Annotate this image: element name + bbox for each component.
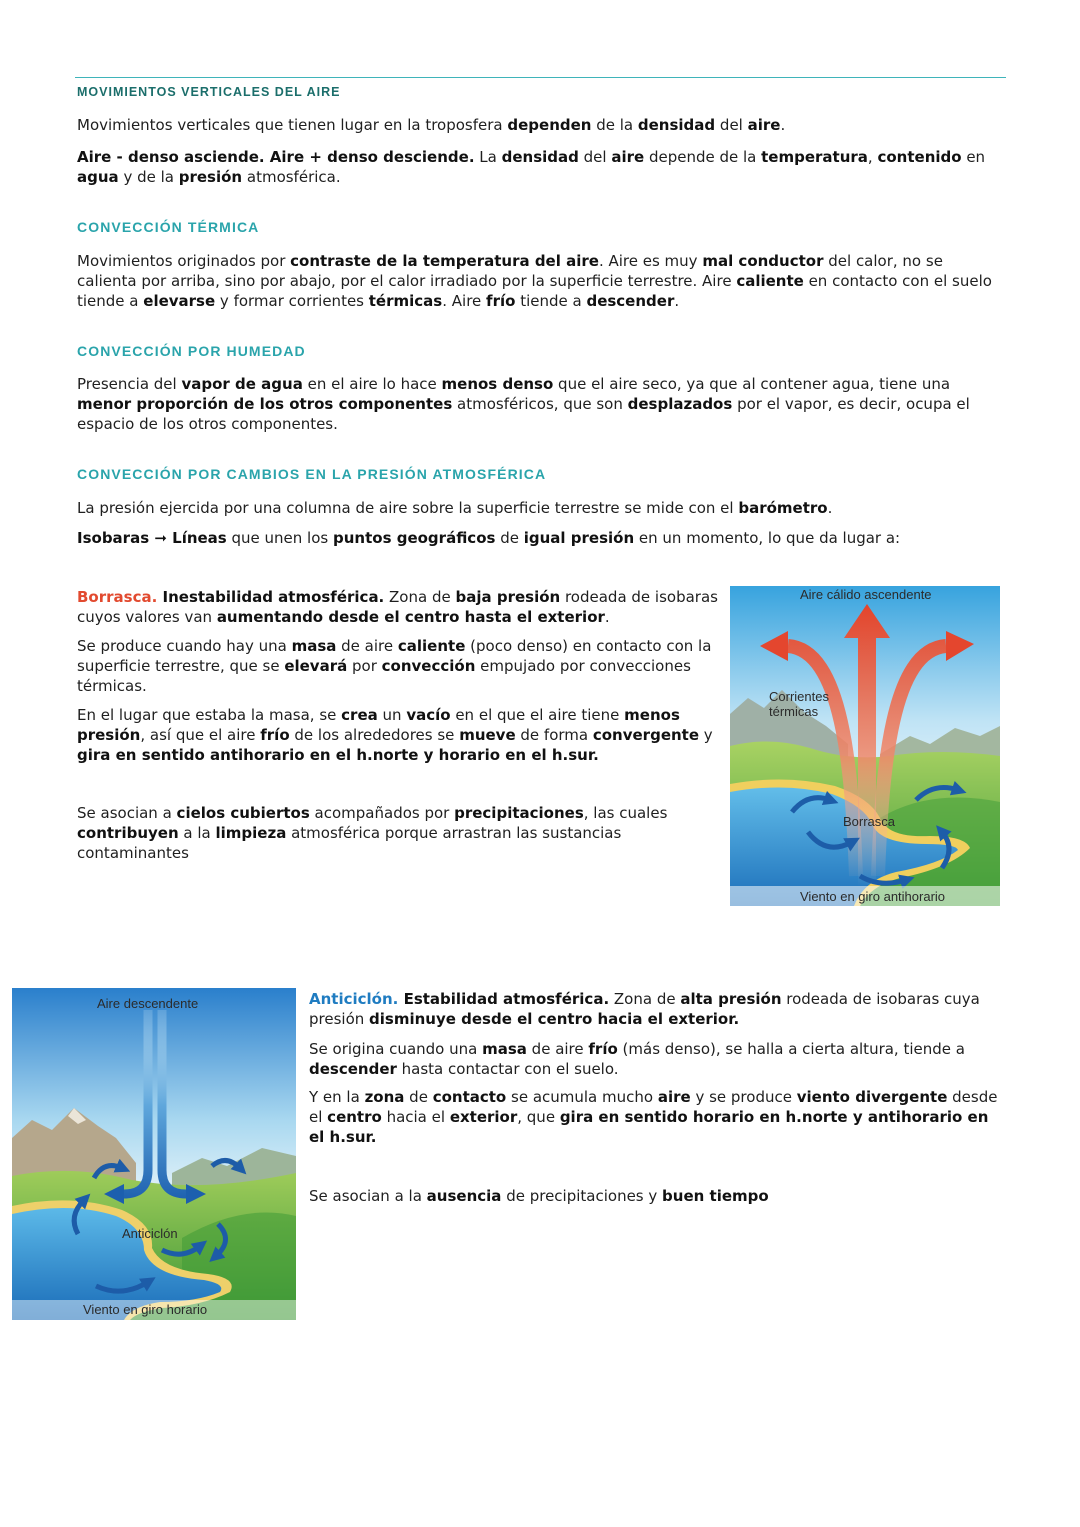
bold-text-run: centro — [327, 1108, 382, 1126]
bold-text-run: contraste de la temperatura del aire — [290, 252, 599, 270]
text-run: en un momento, lo que da lugar a: — [634, 529, 901, 547]
text-run: del — [578, 148, 612, 166]
bold-text-run: precipitaciones — [454, 804, 584, 822]
text-run: . — [674, 292, 680, 310]
label-borrasca: Borrasca — [843, 814, 896, 829]
anticiclon-illustration — [12, 988, 296, 1320]
text-run: Zona de — [609, 990, 681, 1008]
bold-text-run: barómetro — [738, 499, 828, 517]
text-run: Se asocian a — [77, 804, 177, 822]
text-run: Se asocian a la — [309, 1187, 427, 1205]
bold-text-run: mal conductor — [702, 252, 824, 270]
bold-text-run: menos denso — [441, 375, 554, 393]
text-run: en — [961, 148, 986, 166]
bold-text-run: Estabilidad atmosférica. — [398, 990, 610, 1008]
text-run: Se origina cuando una — [309, 1040, 483, 1058]
bold-text-run: disminuye desde el centro hacia el exterior. — [369, 1010, 740, 1028]
bold-text-run: ausencia — [426, 1187, 502, 1205]
text-run: Se produce cuando hay una — [77, 637, 292, 655]
paragraph — [309, 1186, 1002, 1206]
paragraph — [77, 498, 1007, 518]
label-thermal-currents: Corrientes térmicas — [769, 689, 829, 719]
paragraph — [77, 636, 722, 696]
text-run: de — [404, 1088, 433, 1106]
text-run: un — [377, 706, 407, 724]
text-run: y de la — [118, 168, 179, 186]
paragraph — [77, 147, 1007, 187]
bold-text-run: Isobaras ➞ Líneas — [77, 529, 227, 547]
text-run: depende de la — [644, 148, 762, 166]
bold-text-run: vapor de agua — [181, 375, 303, 393]
text-run: Y en la — [309, 1088, 365, 1106]
bold-text-run: frío — [260, 726, 290, 744]
paragraph — [77, 251, 1007, 311]
text-run: La presión ejercida por una columna de aire sobre la superficie terrestre se mide con el — [77, 499, 739, 517]
text-run: y — [699, 726, 713, 744]
paragraph — [309, 1087, 1002, 1147]
bold-text-run: alta presión — [680, 990, 782, 1008]
bold-text-run: menor proporción de los otros componentes — [77, 395, 453, 413]
text-run: a la — [178, 824, 216, 842]
text-run: desde el — [309, 1088, 998, 1126]
text-run: que el aire seco, ya que al contener agua, tiene una — [553, 375, 951, 393]
label-warm-rising-air: Aire cálido ascendente — [800, 587, 932, 602]
section-title-vertical-movements: MOVIMIENTOS VERTICALES DEL AIRE — [77, 85, 341, 99]
text-run: en el aire lo hace — [302, 375, 442, 393]
bold-text-run: baja presión — [455, 588, 561, 606]
text-run: de aire — [336, 637, 398, 655]
bold-text-run: aire — [657, 1088, 691, 1106]
bold-text-run: aire — [611, 148, 645, 166]
bold-text-run: limpieza — [215, 824, 287, 842]
text-run: del calor, no se calienta por arriba, sino por abajo, por el calor irradiado por la superficie terrestre. Aire — [77, 252, 943, 290]
text-run: de la — [591, 116, 638, 134]
bold-text-run: presión — [178, 168, 243, 186]
bold-text-run: contribuyen — [77, 824, 179, 842]
bold-text-run: gira en sentido antihorario en el h.norte y horario en el h.sur. — [77, 746, 599, 764]
text-run: de precipitaciones y — [501, 1187, 663, 1205]
paragraph — [77, 587, 722, 627]
borrasca-section — [77, 587, 722, 863]
borrasca-diagram — [730, 586, 1000, 906]
bold-text-run: gira en sentido horario en h.norte y antihorario en el h.sur. — [309, 1108, 989, 1146]
bold-text-run: crea — [341, 706, 378, 724]
bold-text-run: igual presión — [523, 529, 635, 547]
text-run: acompañados por — [309, 804, 455, 822]
anticiclon-diagram — [12, 988, 296, 1320]
label-anticiclon: Anticiclón — [122, 1226, 178, 1241]
text-run: . Aire — [442, 292, 487, 310]
bold-text-run: convergente — [592, 726, 700, 744]
bold-text-run: contacto — [432, 1088, 507, 1106]
bold-text-run: agua — [77, 168, 119, 186]
text-run: Movimientos verticales que tienen lugar en la troposfera — [77, 116, 508, 134]
text-run: , así que el aire — [140, 726, 261, 744]
text-run: tiende a — [515, 292, 587, 310]
text-run: hasta contactar con el suelo. — [396, 1060, 619, 1078]
text-run: Zona de — [384, 588, 456, 606]
bold-text-run: elevará — [284, 657, 348, 675]
bold-text-run: caliente — [736, 272, 804, 290]
text-run: . Aire es muy — [598, 252, 703, 270]
text-run: en contacto con el suelo tiende a — [77, 272, 992, 310]
text-run: Presencia del — [77, 375, 182, 393]
bold-text-run: cielos cubiertos — [176, 804, 310, 822]
text-run: de los alrededores se — [289, 726, 460, 744]
anticiclon-section — [309, 989, 1002, 1206]
text-run: La — [474, 148, 502, 166]
text-run: por — [347, 657, 382, 675]
text-run: , — [867, 148, 878, 166]
paragraph — [77, 115, 1007, 135]
text-run: , que — [517, 1108, 560, 1126]
bold-text-run: temperatura — [761, 148, 868, 166]
text-run: (más denso), se halla a cierta altura, tiende a — [617, 1040, 965, 1058]
bold-text-run: buen tiempo — [662, 1187, 769, 1205]
bold-text-run: caliente — [397, 637, 466, 655]
bold-text-run: densidad — [637, 116, 716, 134]
text-run: de forma — [515, 726, 593, 744]
bold-text-run: vacío — [406, 706, 451, 724]
section-title-humidity-convection: CONVECCIÓN POR HUMEDAD — [77, 343, 306, 359]
bold-text-run: Inestabilidad atmosférica. — [157, 588, 385, 606]
bold-text-run: descender — [586, 292, 675, 310]
paragraph — [77, 803, 722, 863]
text-run: rodeada de isobaras cuya presión — [309, 990, 980, 1028]
label-descending-air: Aire descendente — [97, 996, 199, 1011]
anticiclon-term: Anticiclón. — [309, 990, 399, 1008]
bold-text-run: Aire - denso asciende. Aire + denso desciende. — [77, 148, 475, 166]
text-run: y formar corrientes — [215, 292, 369, 310]
borrasca-term: Borrasca. — [77, 588, 158, 606]
text-run: . — [827, 499, 833, 517]
text-run: empujado por convecciones térmicas. — [77, 657, 691, 695]
text-run: de aire — [526, 1040, 589, 1058]
text-run: por el vapor, es decir, ocupa el espacio de los otros componentes. — [77, 395, 970, 433]
text-run: hacia el — [381, 1108, 450, 1126]
bold-text-run: contenido — [877, 148, 962, 166]
text-run: rodeada de isobaras cuyos valores van — [77, 588, 718, 626]
paragraph — [77, 528, 1007, 548]
text-run: , las cuales — [583, 804, 668, 822]
bold-text-run: masa — [291, 637, 337, 655]
bold-text-run: aire — [747, 116, 781, 134]
bold-text-run: masa — [482, 1040, 527, 1058]
text-run: del — [715, 116, 748, 134]
bold-text-run: densidad — [501, 148, 579, 166]
bold-text-run: puntos geográficos — [333, 529, 496, 547]
paragraph — [309, 1039, 1002, 1079]
paragraph — [77, 705, 722, 765]
text-run: En el lugar que estaba la masa, se — [77, 706, 342, 724]
bold-text-run: elevarse — [143, 292, 216, 310]
bold-text-run: frío — [588, 1040, 618, 1058]
text-run: atmosféricos, que son — [452, 395, 628, 413]
text-run: Movimientos originados por — [77, 252, 291, 270]
bold-text-run: menos presión — [77, 706, 680, 744]
text-run: atmosférica porque arrastran las sustancias contaminantes — [77, 824, 622, 862]
text-run: atmosférica. — [242, 168, 341, 186]
bold-text-run: dependen — [507, 116, 592, 134]
text-run: (poco denso) en contacto con la superficie terrestre, que se — [77, 637, 712, 675]
bold-text-run: convección — [381, 657, 476, 675]
bold-text-run: desplazados — [627, 395, 733, 413]
text-run: . — [604, 608, 610, 626]
header-divider — [75, 77, 1006, 78]
text-run: y se produce — [690, 1088, 797, 1106]
text-run: en el que el aire tiene — [450, 706, 625, 724]
borrasca-illustration — [730, 586, 1000, 906]
bold-text-run: térmicas — [368, 292, 443, 310]
section-title-pressure-convection: CONVECCIÓN POR CAMBIOS EN LA PRESIÓN ATMOSFÉRICA — [77, 466, 547, 482]
paragraph — [77, 374, 1007, 434]
text-run: de — [495, 529, 524, 547]
bold-text-run: exterior — [449, 1108, 518, 1126]
paragraph — [309, 989, 1002, 1029]
bold-text-run: descender — [309, 1060, 397, 1078]
bold-text-run: viento divergente — [796, 1088, 948, 1106]
bold-text-run: frío — [486, 292, 516, 310]
bold-text-run: mueve — [459, 726, 516, 744]
label-counterclockwise-wind: Viento en giro antihorario — [800, 889, 946, 904]
text-run: se acumula mucho — [506, 1088, 658, 1106]
text-run: que unen los — [226, 529, 333, 547]
bold-text-run: aumentando desde el centro hasta el exterior — [216, 608, 605, 626]
intro-sections — [77, 84, 1007, 548]
text-run: . — [780, 116, 786, 134]
bold-text-run: zona — [364, 1088, 405, 1106]
label-clockwise-wind: Viento en giro horario — [83, 1302, 208, 1317]
section-title-thermal-convection: CONVECCIÓN TÉRMICA — [77, 219, 260, 235]
